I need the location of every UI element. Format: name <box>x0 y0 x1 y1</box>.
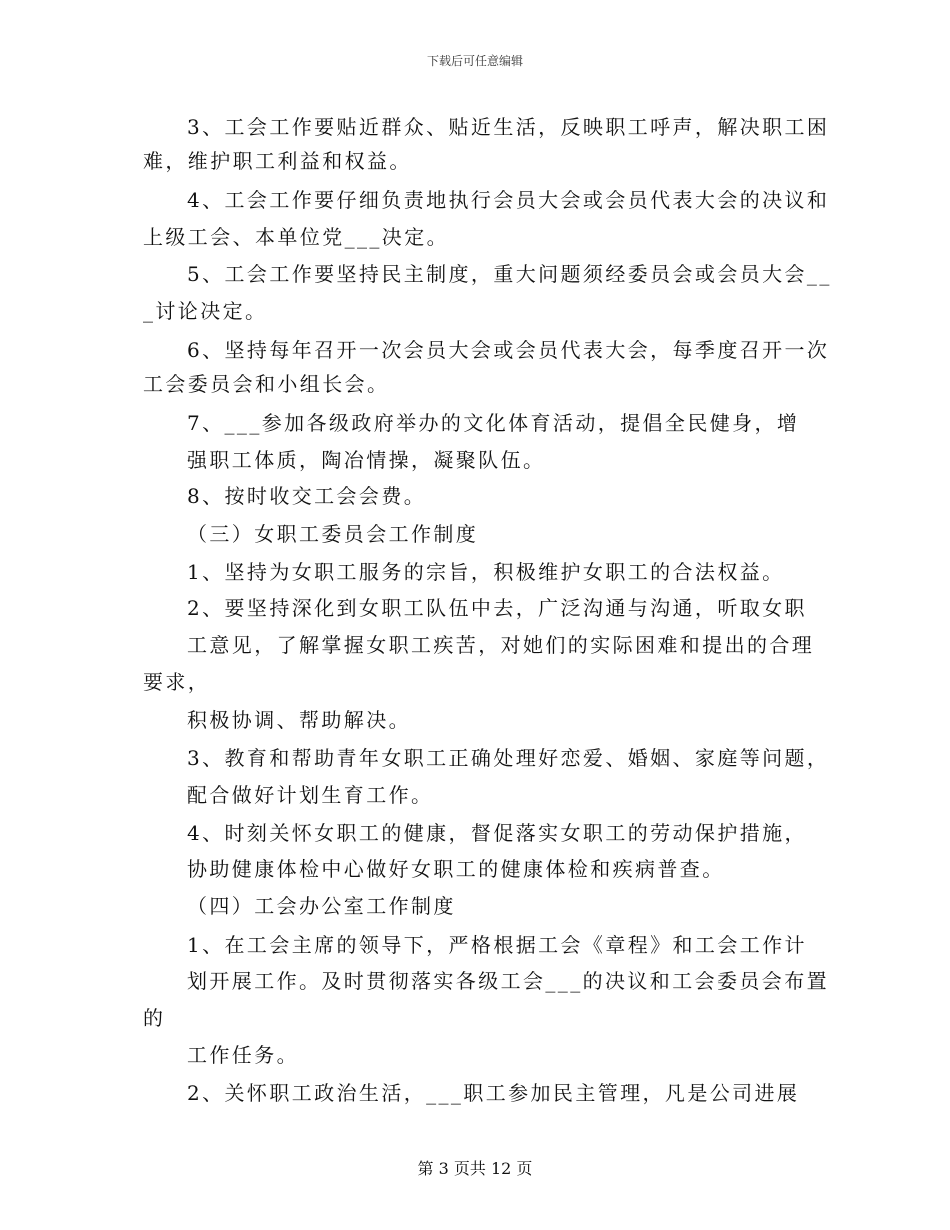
paragraph-line: 1、坚持为女职工服务的宗旨，积极维护女职工的合法权益。 <box>187 560 785 584</box>
paragraph-line: 2、关怀职工政治生活，___职工参加民主管理，凡是公司进展 <box>187 1081 800 1105</box>
paragraph-line: 上级工会、本单位党___决定。 <box>143 225 449 249</box>
paragraph-line: 1、在工会主席的领导下，严格根据工会《章程》和工会工作计 <box>187 933 807 957</box>
paragraph-line: 划开展工作。及时贯彻落实各级工会___的决议和工会委员会布置 <box>187 969 829 993</box>
paragraph-line: 2、要坚持深化到女职工队伍中去，广泛沟通与沟通，听取女职 <box>187 596 807 620</box>
paragraph-line: 要求， <box>143 670 211 694</box>
page-header: 下载后可任意编辑 <box>426 54 523 68</box>
paragraph-line: 3、教育和帮助青年女职工正确处理好恋爱、婚姻、家庭等问题， <box>187 746 830 770</box>
paragraph-line: 工作任务。 <box>187 1043 299 1067</box>
paragraph-line: 工意见，了解掌握女职工疾苦，对她们的实际困难和提出的合理 <box>187 633 815 657</box>
paragraph-line: 4、时刻关怀女职工的健康，督促落实女职工的劳动保护措施， <box>187 821 807 845</box>
paragraph-line: 工会委员会和小组长会。 <box>143 372 390 396</box>
page-footer: 第 3 页共 12 页 <box>417 1159 533 1178</box>
paragraph-line: 8、按时收交工会会费。 <box>187 484 427 508</box>
paragraph-line: 协助健康体检中心做好女职工的健康体检和疾病普查。 <box>187 857 725 881</box>
paragraph-line: 强职工体质，陶冶情操，凝聚队伍。 <box>187 448 546 472</box>
paragraph-line: 6、坚持每年召开一次会员大会或会员代表大会，每季度召开一次 <box>187 338 830 362</box>
section-heading: （四）工会办公室工作制度 <box>187 894 456 918</box>
paragraph-line: _讨论决定。 <box>143 299 268 323</box>
section-heading: （三）女职工委员会工作制度 <box>187 522 479 546</box>
paragraph-line: 难，维护职工利益和权益。 <box>143 149 412 173</box>
paragraph-line: 5、工会工作要坚持民主制度，重大问题须经委员会或会员大会__ <box>187 262 832 286</box>
paragraph-line: 7、___参加各级政府举办的文化体育活动，提倡全民健身，增 <box>187 411 800 435</box>
paragraph-line: 3、工会工作要贴近群众、贴近生活，反映职工呼声，解决职工困 <box>187 115 830 139</box>
paragraph-line: 4、工会工作要仔细负责地执行会员大会或会员代表大会的决议和 <box>187 188 830 212</box>
paragraph-line: 的 <box>143 1006 166 1030</box>
paragraph-line: 积极协调、帮助解决。 <box>187 708 411 732</box>
paragraph-line: 配合做好计划生育工作。 <box>187 783 434 807</box>
